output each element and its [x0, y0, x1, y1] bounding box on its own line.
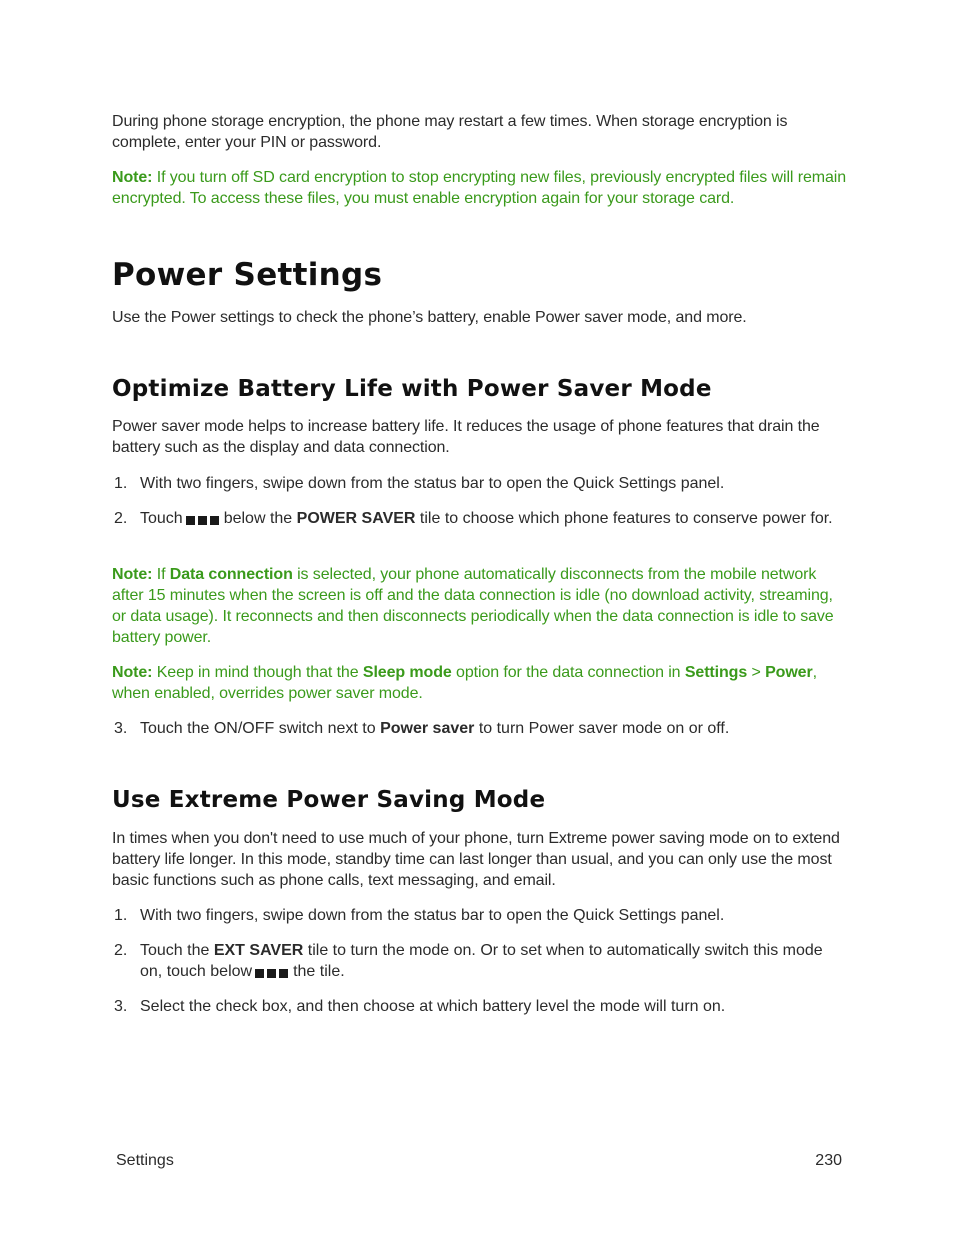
list-item — [112, 508, 847, 531]
list-item — [112, 940, 847, 984]
step-number: 3. — [114, 998, 128, 1015]
extreme-description: In times when you don't need to use much of your phone, turn Extreme power saving mode on to extend battery life longer. In this mode, standby time can last longer than usual, and you can only use the most basic functions such as phone calls, text messaging, and email. — [112, 830, 840, 889]
step-text: Touch below the POWER SAVER tile to choose which phone features to conserve power for. — [140, 508, 847, 531]
note-text: If you turn off SD card encryption to stop encrypting new files, previously encrypted files will remain encrypted. To access these files, you must enable encryption again for your storage card. — [112, 169, 847, 207]
step-text: Touch the ON/OFF switch next to Power saver to turn Power saver mode on or off. — [140, 720, 730, 737]
section-heading-extreme: Use Extreme Power Saving Mode — [112, 787, 546, 813]
page-title: Power Settings — [112, 257, 383, 293]
step-text: With two fingers, swipe down from the status bar to open the Quick Settings panel. — [140, 907, 725, 924]
step-number: 2. — [114, 942, 128, 959]
page-number: 230 — [815, 1152, 842, 1169]
note-label: Note: — [112, 169, 153, 186]
menu-dots-icon — [255, 963, 291, 984]
list-item — [112, 718, 847, 739]
list-item — [112, 473, 847, 494]
encryption-note — [112, 167, 847, 209]
step-text: Select the check box, and then choose at which battery level the mode will turn on. — [140, 998, 726, 1015]
step-number: 3. — [114, 720, 128, 737]
step-number: 1. — [114, 475, 128, 492]
section-heading-optimize: Optimize Battery Life with Power Saver Mode — [112, 376, 712, 402]
note-label: Note: — [112, 664, 153, 681]
footer-section-name: Settings — [116, 1152, 174, 1169]
menu-dots-icon — [186, 510, 222, 531]
intro-paragraph: During phone storage encryption, the phone may restart a few times. When storage encryption is complete, enter your PIN or password. — [112, 113, 788, 151]
power-description: Use the Power settings to check the phone’s battery, enable Power saver mode, and more. — [112, 309, 747, 326]
note-label: Note: — [112, 566, 153, 583]
optimize-description: Power saver mode helps to increase battery life. It reduces the usage of phone features that drain the battery such as the display and data connection. — [112, 418, 820, 456]
list-item — [112, 996, 847, 1017]
step-text: Touch the EXT SAVER tile to turn the mode on. Or to set when to automatically switch this mode on, touch below the tile. — [140, 940, 847, 984]
step-number: 2. — [114, 510, 128, 527]
sleep-mode-note: Note: Keep in mind though that the Sleep mode option for the data connection in Settings > Power, when enabled, overrides power saver mode. — [112, 664, 817, 702]
step-number: 1. — [114, 907, 128, 924]
list-item — [112, 905, 847, 926]
data-connection-note: Note: If Data connection is selected, your phone automatically disconnects from the mobile network after 15 minutes when the screen is off and the data connection is idle (no download activity, streaming, or data usage). It reconnects and then disconnects periodically when the data connection is idle to save battery power. — [112, 566, 834, 646]
step-text: With two fingers, swipe down from the status bar to open the Quick Settings panel. — [140, 475, 725, 492]
